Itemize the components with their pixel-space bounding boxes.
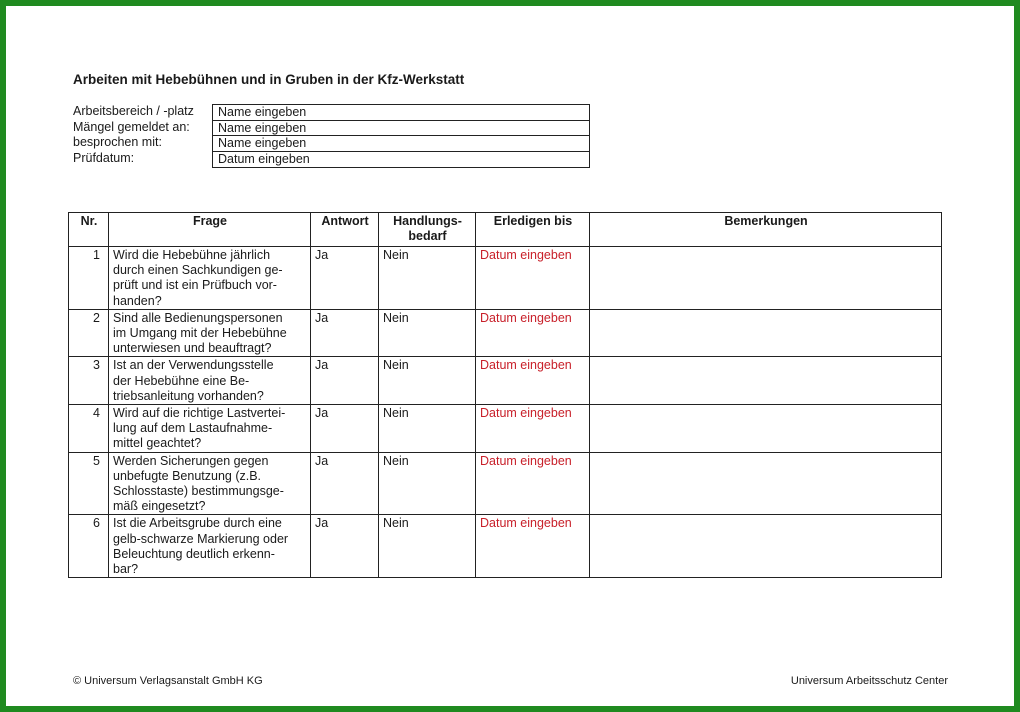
row-answer[interactable]: Ja: [311, 247, 379, 310]
question-line: mittel geachtet?: [113, 436, 202, 451]
row-question: [109, 357, 311, 405]
meta-label-besprochen: besprochen mit:: [73, 135, 162, 149]
meta-label-pruefdatum: Prüfdatum:: [73, 150, 135, 165]
question-line: im Umgang mit der Hebebühne: [113, 326, 287, 341]
question-line: unterwiesen und beauftragt?: [113, 341, 272, 356]
header-frage: Frage: [109, 213, 311, 247]
row-remarks[interactable]: [590, 309, 942, 357]
row-number: 2: [69, 309, 109, 357]
table-row: [69, 405, 942, 453]
row-number: 6: [69, 515, 109, 578]
table-row: [69, 452, 942, 515]
question-line: Beleuchtung deutlich erkenn-: [113, 546, 275, 561]
row-number: 5: [69, 452, 109, 515]
row-number: 1: [69, 247, 109, 310]
row-question: [109, 309, 311, 357]
row-remarks[interactable]: [590, 247, 942, 310]
row-remarks[interactable]: [590, 357, 942, 405]
row-remarks[interactable]: [590, 452, 942, 515]
question-line: triebsanleitung vorhanden?: [113, 388, 264, 403]
header-handlung-line1: Handlungs-: [393, 214, 462, 228]
row-question: [109, 405, 311, 453]
row-question: [109, 515, 311, 578]
question-line: der Hebebühne eine Be-: [113, 373, 250, 388]
question-line: Sind alle Bedienungspersonen: [113, 310, 283, 325]
table-row: [69, 357, 942, 405]
header-antwort: Antwort: [311, 213, 379, 247]
row-due-date[interactable]: Datum eingeben: [476, 405, 590, 453]
question-line: prüft und ist ein Prüfbuch vor-: [113, 278, 277, 293]
row-action-needed[interactable]: Nein: [379, 405, 476, 453]
row-due-date[interactable]: Datum eingeben: [476, 247, 590, 310]
row-answer[interactable]: Ja: [311, 405, 379, 453]
footer-brand: Universum Arbeitsschutz Center: [790, 675, 948, 687]
table-row: [69, 309, 942, 357]
checklist-table: [68, 212, 942, 578]
row-answer[interactable]: Ja: [311, 357, 379, 405]
meta-label-arbeitsbereich: Arbeitsbereich / -platz: [73, 104, 194, 118]
pruefdatum-field[interactable]: Datum eingeben: [218, 151, 310, 166]
row-action-needed[interactable]: Nein: [379, 357, 476, 405]
meta-label-maengel: Mängel gemeldet an:: [73, 119, 190, 134]
row-answer[interactable]: Ja: [311, 452, 379, 515]
row-question: [109, 247, 311, 310]
row-action-needed[interactable]: Nein: [379, 515, 476, 578]
document-title: Arbeiten mit Hebebühnen und in Gruben in der Kfz-Werkstatt: [73, 72, 465, 87]
row-question: [109, 452, 311, 515]
row-due-date[interactable]: Datum eingeben: [476, 452, 590, 515]
table-row: [69, 515, 942, 578]
meta-fields: [212, 104, 590, 168]
arbeitsbereich-field[interactable]: Name eingeben: [213, 105, 589, 121]
row-number: 4: [69, 405, 109, 453]
meta-labels: [73, 104, 194, 166]
row-action-needed[interactable]: Nein: [379, 247, 476, 310]
question-line: Ist die Arbeitsgrube durch eine: [113, 516, 282, 531]
question-line: Wird die Hebebühne jährlich: [113, 248, 271, 262]
question-line: handen?: [113, 293, 162, 308]
row-answer[interactable]: Ja: [311, 309, 379, 357]
question-line: Ist an der Verwendungsstelle: [113, 358, 274, 373]
row-answer[interactable]: Ja: [311, 515, 379, 578]
question-line: gelb-schwarze Markierung oder: [113, 531, 289, 546]
besprochen-field[interactable]: Name eingeben: [213, 136, 589, 152]
row-number: 3: [69, 357, 109, 405]
row-due-date[interactable]: Datum eingeben: [476, 309, 590, 357]
row-action-needed[interactable]: Nein: [379, 309, 476, 357]
row-action-needed[interactable]: Nein: [379, 452, 476, 515]
question-line: lung auf dem Lastaufnahme-: [113, 421, 273, 436]
row-due-date[interactable]: Datum eingeben: [476, 515, 590, 578]
question-line: bar?: [113, 562, 139, 577]
question-line: Schlosstaste) bestimmungsge-: [113, 484, 284, 499]
question-line: durch einen Sachkundigen ge-: [113, 263, 283, 278]
row-remarks[interactable]: [590, 515, 942, 578]
table-header-row: [69, 213, 942, 247]
header-bemerkungen: Bemerkungen: [590, 213, 942, 247]
table-row: [69, 247, 942, 310]
row-due-date[interactable]: Datum eingeben: [476, 357, 590, 405]
header-handlung-line2: bedarf: [408, 229, 447, 244]
footer-copyright: © Universum Verlagsanstalt GmbH KG: [73, 675, 263, 687]
question-line: mäß eingesetzt?: [113, 499, 206, 514]
row-remarks[interactable]: [590, 405, 942, 453]
question-line: Werden Sicherungen gegen: [113, 453, 269, 468]
header-nr: Nr.: [69, 213, 109, 247]
question-line: Wird auf die richtige Lastvertei-: [113, 406, 286, 421]
header-handlungsbedarf: [379, 213, 476, 247]
maengel-field[interactable]: Name eingeben: [213, 121, 589, 137]
question-line: unbefugte Benutzung (z.B.: [113, 468, 262, 483]
header-erledigen: Erledigen bis: [476, 213, 590, 247]
